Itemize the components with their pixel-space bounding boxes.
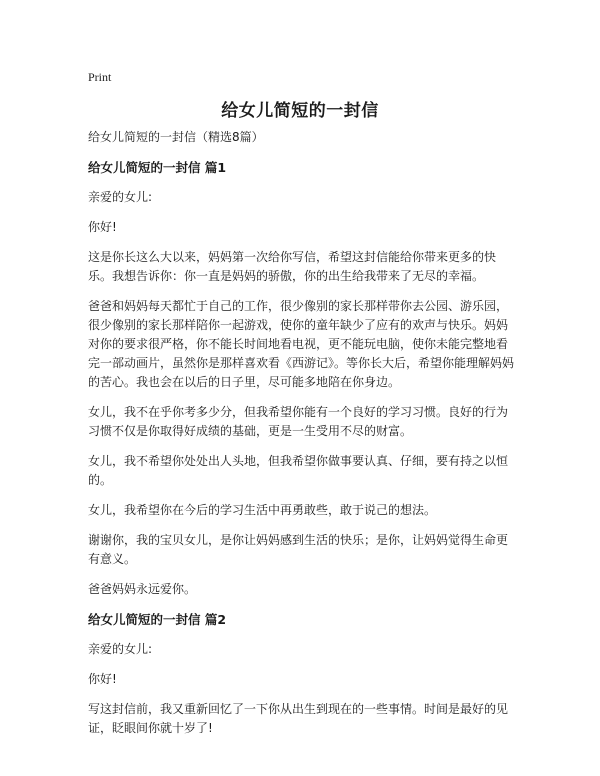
- letter-1-paragraph: 这是你长这么大以来，妈妈第一次给你写信，希望这封信能给你带来更多的快乐。我想告诉你：你一直是妈妈的骄傲，你的出生给我带来了无尽的幸福。: [88, 250, 497, 283]
- letter-2-paragraph: 写这封信前，我又重新回忆了一下你从出生到现在的一些事情。时间是最好的见证，眨眼间你就十岁了!: [88, 702, 509, 735]
- letter-1-greeting: 亲爱的女儿:: [88, 190, 153, 204]
- document-title: 给女儿简短的一封信: [221, 101, 379, 121]
- letter-1-heading: 给女儿简短的一封信 篇1: [88, 160, 227, 175]
- letter-1-hello: 你好!: [88, 220, 117, 234]
- document-body: [88, 128, 518, 749]
- letter-1-paragraph: 爸爸妈妈永远爱你。: [88, 582, 197, 596]
- letter-1-paragraph: 爸爸和妈妈每天都忙于自己的工作，很少像别的家长那样带你去公园、游乐园，很少像别的家长那样陪你一起游戏，使你的童年缺少了应有的欢声与快乐。妈妈对你的要求很严格，你不能长时间地看电视，更不能玩电脑，使你未能完整地看完一部动画片，虽然你是那样喜欢看《西游记》。等你长大后，希望你能理解妈妈的苦心。我也会在以后的日子里，尽可能多地陪在你身边。: [88, 299, 515, 389]
- letter-1-paragraph: 女儿，我希望你在今后的学习生活中再勇敢些，敢于说己的想法。: [88, 503, 437, 517]
- print-label: Print: [88, 70, 112, 84]
- letter-2-greeting: 亲爱的女儿:: [88, 642, 153, 656]
- letter-1-paragraph: 谢谢你，我的宝贝女儿，是你让妈妈感到生活的快乐；是你，让妈妈觉得生命更有意义。: [88, 533, 509, 566]
- letter-1-paragraph: 女儿，我不在乎你考多少分，但我希望你能有一个良好的学习习惯。良好的行为习惯不仅是你取得好成绩的基础，更是一生受用不尽的财富。: [88, 405, 509, 438]
- letter-1-paragraph: 女儿，我不希望你处处出人头地，但我希望你做事要认真、仔细，要有持之以恒的。: [88, 454, 509, 487]
- letter-2-hello: 你好!: [88, 672, 117, 686]
- letter-2-heading: 给女儿简短的一封信 篇2: [88, 612, 227, 627]
- document-subtitle: 给女儿简短的一封信（精选8篇）: [88, 130, 264, 144]
